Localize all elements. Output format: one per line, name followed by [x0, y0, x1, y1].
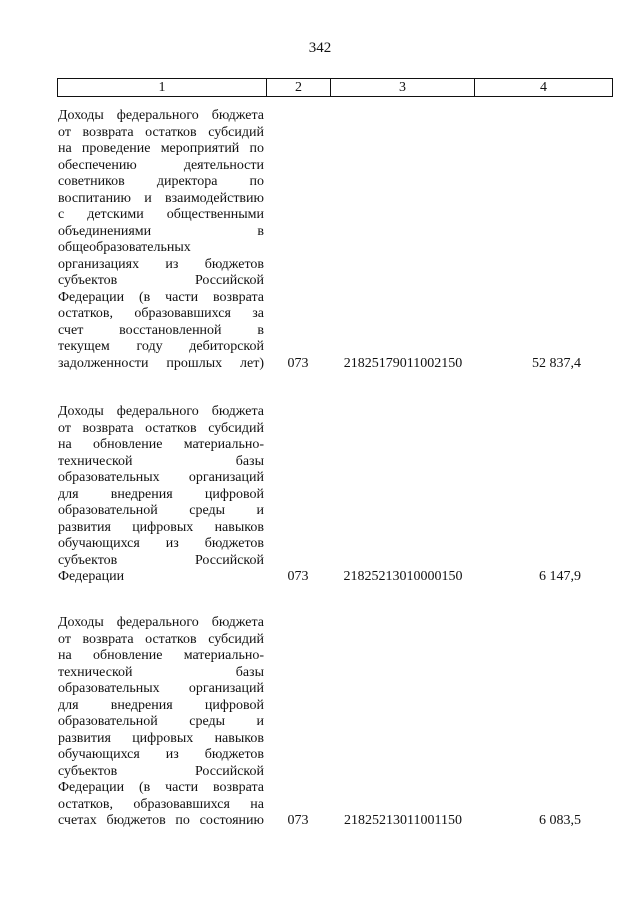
description-line: обучающихся из бюджетов [58, 536, 264, 551]
description-line: технической базы [58, 664, 264, 680]
description-line: обучающихся из бюджетов [58, 747, 264, 762]
description-line: для внедрения цифровой [58, 697, 264, 713]
page-number: 342 [308, 40, 332, 56]
description-line: текущем году дебиторской [58, 339, 264, 354]
row-description [58, 615, 264, 830]
description-line: организациях из бюджетов [58, 256, 264, 272]
description-line: на обновление материально- [58, 648, 264, 663]
description-line: воспитанию и взаимодействию [58, 190, 264, 206]
description-line: субъектов Российской [58, 552, 264, 568]
column-header-row [58, 79, 613, 97]
description-line: Федерации [58, 569, 125, 584]
kbk-code: 21825213011001150 [344, 813, 462, 828]
kbk-code: 21825179011002150 [343, 355, 463, 371]
description-line: объединениями в [58, 223, 264, 239]
kbk-code: 21825213010000150 [343, 569, 463, 584]
description-line: от возврата остатков субсидий [58, 124, 264, 140]
admin-code: 073 [287, 813, 309, 828]
description-line: Доходы федерального бюджета [58, 404, 264, 419]
description-line: Федерации (в части возврата [58, 780, 264, 795]
description-line: счетах бюджетов по состоянию [58, 813, 264, 828]
row-description [58, 108, 264, 372]
amount: 52 837,4 [532, 355, 581, 371]
description-line: образовательных организаций [58, 681, 264, 696]
description-line: от возврата остатков субсидий [58, 631, 264, 647]
description-line: развития цифровых навыков [58, 730, 264, 746]
amount: 6 147,9 [539, 569, 581, 584]
row-description [58, 404, 264, 586]
description-line: Федерации (в части возврата [58, 289, 264, 305]
description-line: общеобразовательных [58, 240, 191, 255]
column-header-2: 2 [267, 79, 331, 97]
column-header-1: 1 [58, 79, 267, 97]
description-line: технической базы [58, 453, 264, 469]
description-line: советников директора по [58, 174, 264, 189]
description-line: остатков, образовавшихся за [58, 306, 264, 321]
description-line: на проведение мероприятий по [58, 141, 264, 156]
description-line: на обновление материально- [58, 437, 264, 452]
admin-code: 073 [287, 569, 309, 584]
description-line: Доходы федерального бюджета [58, 615, 264, 630]
column-header-4: 4 [475, 79, 613, 97]
description-line: для внедрения цифровой [58, 486, 264, 502]
description-line: остатков, образовавшихся на [58, 796, 264, 812]
column-header-table [57, 78, 613, 97]
description-line: от возврата остатков субсидий [58, 420, 264, 436]
description-line: задолженности прошлых лет) [58, 355, 264, 371]
description-line: развития цифровых навыков [58, 519, 264, 535]
column-header-3: 3 [331, 79, 475, 97]
description-line: образовательных организаций [58, 470, 264, 485]
description-line: субъектов Российской [58, 763, 264, 779]
description-line: образовательной среды и [58, 714, 264, 729]
description-line: с детскими общественными [58, 207, 264, 222]
amount: 6 083,5 [539, 813, 581, 828]
description-line: Доходы федерального бюджета [58, 108, 264, 123]
description-line: обеспечению деятельности [58, 157, 264, 173]
description-line: образовательной среды и [58, 503, 264, 518]
description-line: счет восстановленной в [58, 322, 264, 338]
description-line: субъектов Российской [58, 273, 264, 288]
admin-code: 073 [287, 355, 309, 371]
